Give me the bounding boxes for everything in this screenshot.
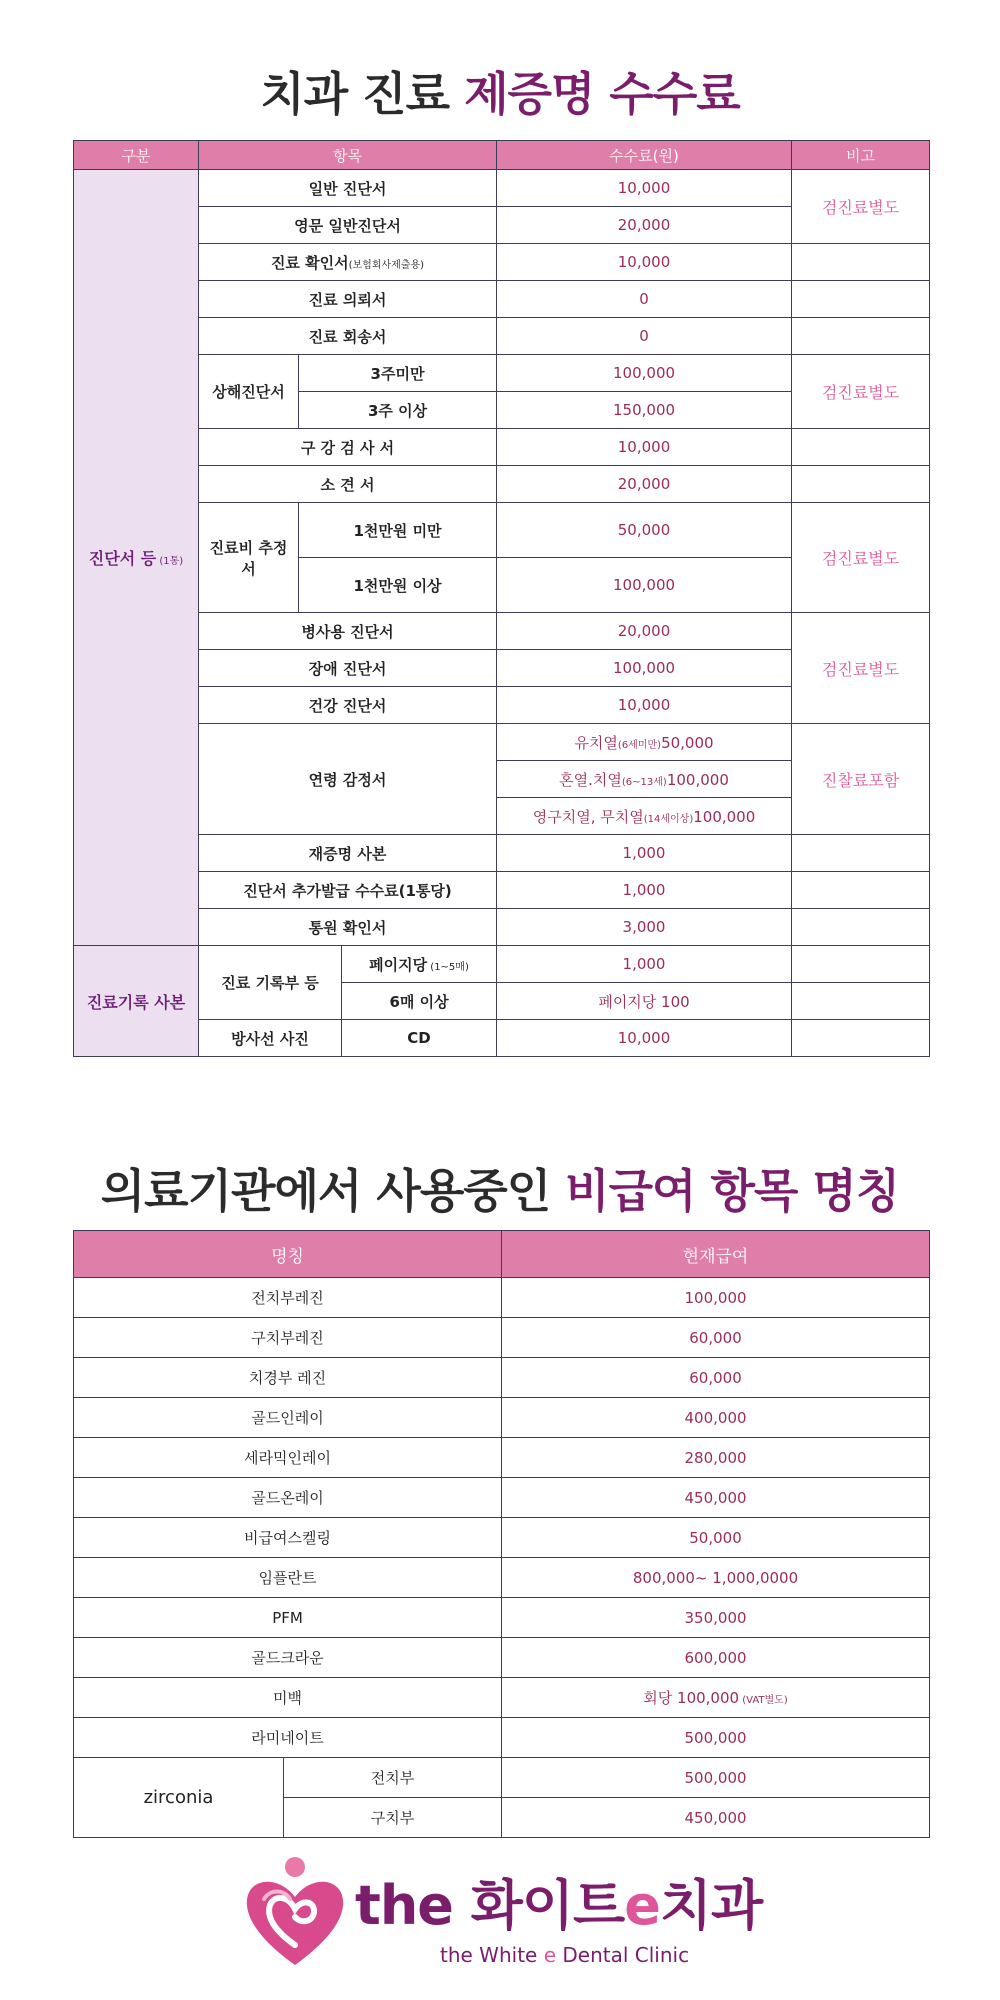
fee-cell: 10,000 [497,244,792,281]
fee-cell: 10,000 [497,170,792,207]
sub-item-cell: 1천만원 미만 [299,503,497,558]
price-cell: 280,000 [502,1438,930,1478]
note-cell: 검진료별도 [792,355,930,429]
title2-main: 의료기관에서 사용중인 [100,1164,566,1218]
table-row [74,872,930,909]
table-row [74,1358,930,1398]
table-row [74,1718,930,1758]
zirconia-group-cell: zirconia [74,1758,284,1838]
note-cell-empty [792,244,930,281]
table-row [74,613,930,650]
item-cell: 연령 감정서 [199,724,497,835]
table-row [74,1638,930,1678]
table-row [74,1398,930,1438]
note-cell-empty [792,983,930,1020]
note-cell-empty [792,872,930,909]
note-cell-empty [792,318,930,355]
fee-cell: 100,000 [497,558,792,613]
fee-cell: 3,000 [497,909,792,946]
table-row [74,1278,930,1318]
price-cell: 500,000 [502,1718,930,1758]
sub-item-cell: CD [342,1020,497,1057]
fee-cell: 20,000 [497,466,792,503]
item-cell: 구 강 검 사 서 [199,429,497,466]
logo-subtitle: the White e Dental Clinic [440,1943,690,1967]
fee-cell: 1,000 [497,872,792,909]
heart-swirl-icon [240,1855,350,1970]
table-row [74,429,930,466]
note-cell: 검진료별도 [792,613,930,724]
note-cell-empty [792,281,930,318]
item-cell: 건강 진단서 [199,687,497,724]
name-cell: 라미네이트 [74,1718,502,1758]
header-note: 비고 [792,141,930,170]
name-cell: 골드인레이 [74,1398,502,1438]
table-row [74,318,930,355]
note-cell-empty [792,466,930,503]
table-row [74,946,930,983]
fee-cell: 영구치열, 무치열(14세이상)100,000 [497,798,792,835]
fee-cell: 10,000 [497,687,792,724]
fee-cell: 1,000 [497,835,792,872]
logo-wordmark: the 화이트e치과 [355,1874,763,1937]
price-cell: 600,000 [502,1638,930,1678]
name-cell: 전치부레진 [74,1278,502,1318]
table-header-row [74,141,930,170]
item-cell: 일반 진단서 [199,170,497,207]
price-cell: 350,000 [502,1598,930,1638]
fee-cell: 유치열(6세미만)50,000 [497,724,792,761]
header-price: 현재급여 [502,1231,930,1278]
name-cell: 구치부레진 [74,1318,502,1358]
sub-item-cell: 페이지당 (1~5매) [342,946,497,983]
item-cell: 병사용 진단서 [199,613,497,650]
price-cell: 450,000 [502,1798,930,1838]
note-cell-empty [792,946,930,983]
table-header-row [74,1231,930,1278]
table-row [74,835,930,872]
table-row [74,1478,930,1518]
clinic-logo [240,1855,800,1980]
table-row [74,281,930,318]
table-row [74,724,930,761]
sub-item-cell: 3주 이상 [299,392,497,429]
price-cell: 800,000~ 1,000,0000 [502,1558,930,1598]
fee-cell: 0 [497,281,792,318]
sub-item-cell: 6매 이상 [342,983,497,1020]
price-cell: 400,000 [502,1398,930,1438]
note-cell-empty [792,429,930,466]
fee-cell: 50,000 [497,503,792,558]
fee-cell: 20,000 [497,207,792,244]
group-cell: 진료 기록부 등 [199,946,342,1020]
price-cell: 60,000 [502,1358,930,1398]
noncovered-items-table [73,1230,930,1838]
price-cell: 500,000 [502,1758,930,1798]
certificate-fee-table [73,140,930,1057]
table-row [74,503,930,558]
name-cell: 비급여스켈링 [74,1518,502,1558]
table-row [74,466,930,503]
name-cell: 세라믹인레이 [74,1438,502,1478]
fee-cell: 1,000 [497,946,792,983]
item-cell: 진료 의뢰서 [199,281,497,318]
page-title-fees [0,58,1000,124]
header-category: 구분 [74,141,199,170]
fee-cell: 10,000 [497,429,792,466]
sub-item-cell: 1천만원 이상 [299,558,497,613]
name-cell: 미백 [74,1678,502,1718]
price-cell: 회당 100,000 (VAT별도) [502,1678,930,1718]
table-row [74,170,930,207]
group-cell: 상해진단서 [199,355,299,429]
name-cell: 골드온레이 [74,1478,502,1518]
note-cell-empty [792,1020,930,1057]
title1-main: 치과 진료 [260,67,465,121]
table-row [74,1758,930,1798]
table-row [74,1518,930,1558]
table-row [74,1678,930,1718]
table-row [74,1020,930,1057]
item-cell: 진단서 추가발급 수수료(1통당) [199,872,497,909]
note-cell: 진찰료포함 [792,724,930,835]
table-row [74,355,930,392]
sub-item-cell: 3주미만 [299,355,497,392]
title2-accent: 비급여 항목 명칭 [565,1164,900,1218]
note-cell: 검진료별도 [792,503,930,613]
fee-cell: 100,000 [497,355,792,392]
price-cell: 100,000 [502,1278,930,1318]
header-name: 명칭 [74,1231,502,1278]
fee-cell: 페이지당 100 [497,983,792,1020]
item-cell: 소 견 서 [199,466,497,503]
note-cell-empty [792,835,930,872]
item-cell: 진료 확인서(보험회사제출용) [199,244,497,281]
group-cell: 진료비 추정서 [199,503,299,613]
sub-name-cell: 전치부 [284,1758,502,1798]
name-cell: PFM [74,1598,502,1638]
name-cell: 치경부 레진 [74,1358,502,1398]
category-records: 진료기록 사본 [74,946,199,1057]
item-cell: 진료 회송서 [199,318,497,355]
item-cell: 통원 확인서 [199,909,497,946]
fee-cell: 혼열.치열(6~13세)100,000 [497,761,792,798]
item-cell: 영문 일반진단서 [199,207,497,244]
note-cell-empty [792,909,930,946]
section-title-noncovered [0,1155,1000,1221]
name-cell: 임플란트 [74,1558,502,1598]
fee-cell: 20,000 [497,613,792,650]
header-item: 항목 [199,141,497,170]
fee-cell: 0 [497,318,792,355]
table-row [74,909,930,946]
name-cell: 골드크라운 [74,1638,502,1678]
price-cell: 450,000 [502,1478,930,1518]
fee-cell: 150,000 [497,392,792,429]
group-cell: 방사선 사진 [199,1020,342,1057]
note-cell: 검진료별도 [792,170,930,244]
item-cell: 재증명 사본 [199,835,497,872]
price-cell: 50,000 [502,1518,930,1558]
sub-name-cell: 구치부 [284,1798,502,1838]
fee-cell: 10,000 [497,1020,792,1057]
table-row [74,244,930,281]
table-row [74,1598,930,1638]
table-row [74,1438,930,1478]
header-fee: 수수료(원) [497,141,792,170]
table-row [74,1558,930,1598]
category-certificates: 진단서 등 (1통) [74,170,199,946]
table-row [74,1318,930,1358]
title1-accent: 제증명 수수료 [464,67,740,121]
fee-cell: 100,000 [497,650,792,687]
item-cell: 장애 진단서 [199,650,497,687]
price-cell: 60,000 [502,1318,930,1358]
